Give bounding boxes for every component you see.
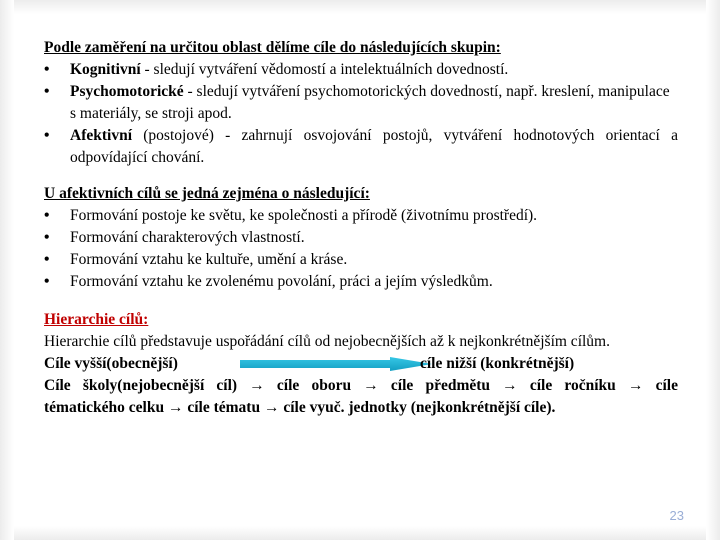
slide-content: [44, 37, 678, 419]
bullet-icon: •: [44, 251, 50, 268]
affective-goals-list: [44, 205, 678, 293]
slide-frame-top: [0, 0, 720, 14]
term-description: - sledují vytváření psychomotorických dovedností, např. kreslení, manipulace s materiály, se stroji apod.: [70, 83, 670, 122]
section-heading-goal-groups: Podle zaměření na určitou oblast dělíme cíle do následujících skupin:: [44, 39, 501, 56]
hierarchy-chain-line-2: tématického celku → cíle tématu → cíle vyuč. jednotky (nejkonkrétnější cíle).: [44, 399, 556, 416]
bullet-icon: •: [44, 61, 50, 78]
list-item: [44, 249, 678, 271]
slide-frame-bottom: [0, 526, 720, 540]
term-label: Psychomotorické: [70, 83, 184, 100]
list-item-text: Formování charakterových vlastností.: [70, 229, 305, 246]
flow-left-label: Cíle vyšší(obecnější): [44, 355, 178, 372]
list-item-text: Formování vztahu ke kultuře, umění a kráse.: [70, 251, 348, 268]
list-item: [44, 205, 678, 227]
right-arrow-icon: [240, 357, 432, 371]
section-heading-goal-hierarchy: Hierarchie cílů:: [44, 311, 149, 328]
bullet-icon: •: [44, 83, 50, 100]
list-item-affective: [44, 125, 678, 169]
term-label: Afektivní: [70, 127, 132, 144]
list-item: [44, 227, 678, 249]
slide-frame-left: [0, 0, 14, 540]
list-item-psychomotor: [44, 81, 678, 125]
hierarchy-chain-line-1: Cíle školy(nejobecnější cíl) → cíle oboru → cíle předmětu → cíle ročníku → cíle: [44, 377, 678, 394]
flow-right-label: cíle nižší (konkrétnější): [420, 355, 575, 372]
section-heading-affective-goals: U afektivních cílů se jedná zejména o následující:: [44, 185, 370, 202]
section-affective-goals: [44, 183, 678, 293]
page-number: 23: [669, 508, 684, 523]
hierarchy-paragraph: Hierarchie cílů představuje uspořádání cílů od nejobecnějších až k nejkonkrétnějším cílům.: [44, 333, 610, 350]
slide-frame-right: [706, 0, 720, 540]
list-item-text: Formování postoje ke světu, ke společnosti a přírodě (životnímu prostředí).: [70, 207, 538, 224]
goal-groups-list: [44, 59, 678, 169]
bullet-icon: •: [44, 273, 50, 290]
bullet-icon: •: [44, 207, 50, 224]
section-goal-groups: [44, 37, 678, 169]
list-item: [44, 271, 678, 293]
term-description: (postojové) - zahrnují osvojování postojů, vytváření hodnotových orientací a odpovídající chování.: [70, 127, 678, 166]
list-item-cognitive: [44, 59, 678, 81]
hierarchy-flow: [44, 353, 678, 375]
bullet-icon: •: [44, 127, 50, 144]
term-label: Kognitivní: [70, 61, 141, 78]
bullet-icon: •: [44, 229, 50, 246]
list-item-text: Formování vztahu ke zvolenému povolání, práci a jejím výsledkům.: [70, 273, 493, 290]
section-goal-hierarchy: [44, 309, 678, 419]
term-description: - sledují vytváření vědomostí a intelektuálních dovedností.: [140, 61, 509, 78]
